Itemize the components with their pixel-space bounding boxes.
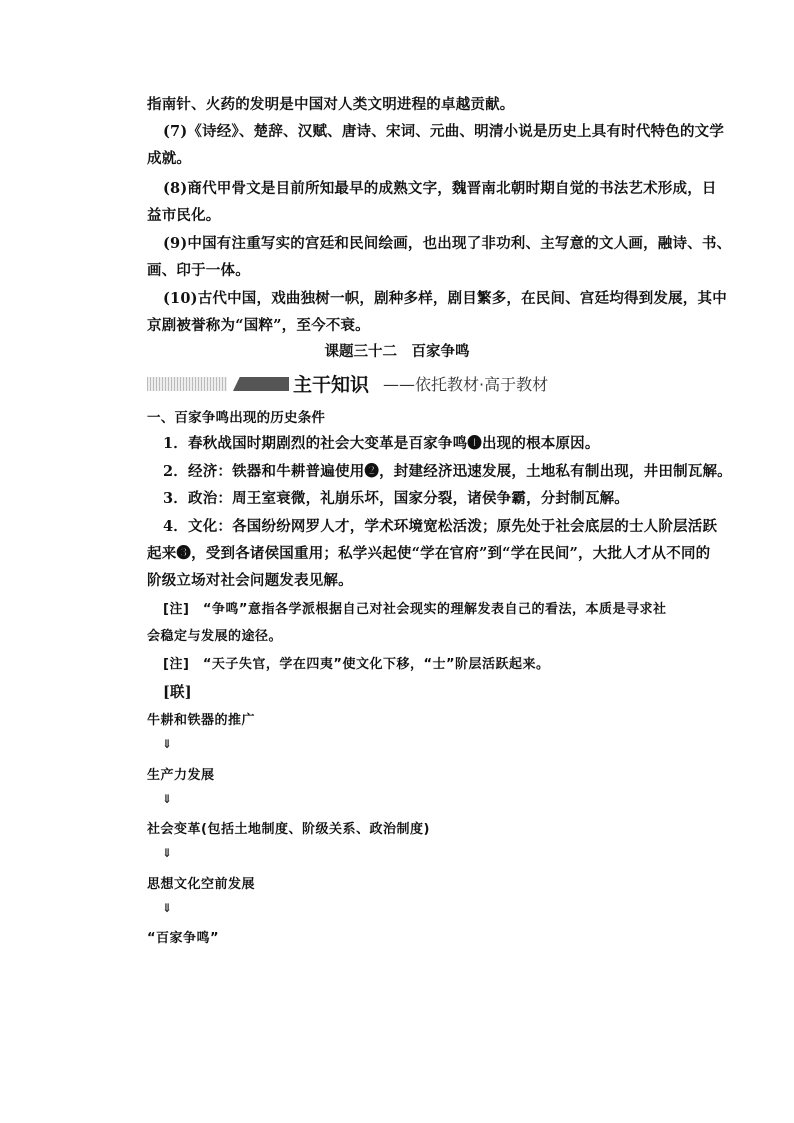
- paragraph-8-line-2: 益市民化。: [147, 207, 221, 224]
- down-arrow-icon: ⇓: [162, 737, 173, 751]
- note-2: [注] “天子失官，学在四夷”使文化下移，“士”阶层活跃起来。: [163, 657, 550, 672]
- flow-step-1: 牛耕和铁器的推广: [147, 713, 256, 728]
- item-4-line-1: 4．文化：各国纷纷网罗人才，学术环境宽松活泼；原先处于社会底层的士人阶层活跃: [163, 518, 718, 535]
- flow-step-4: 思想文化空前发展: [147, 877, 256, 892]
- flow-step-5: “百家争鸣”: [147, 931, 220, 946]
- paragraph-9-line-2: 画、印于一体。: [147, 262, 250, 279]
- item-3: 3．政治：周王室衰微，礼崩乐坏，国家分裂，诸侯争霸，分封制瓦解。: [163, 490, 629, 507]
- paragraph-9-line-1: (9)中国有注重写实的宫廷和民间绘画，也出现了非功利、主写意的文人画，融诗、书、: [163, 235, 732, 252]
- down-arrow-icon: ⇓: [162, 792, 173, 806]
- paragraph-10-line-2: 京剧被誉称为“国粹”，至今不衰。: [147, 317, 370, 334]
- flow-step-3: 社会变革(包括土地制度、阶级关系、政治制度): [147, 822, 430, 837]
- item-2: 2．经济：铁器和牛耕普遍使用❷，封建经济迅速发展，土地私有制出现，井田制瓦解。: [163, 463, 732, 480]
- item-4-line-3: 阶级立场对社会问题发表见解。: [147, 572, 353, 589]
- paragraph-10-line-1: (10)古代中国，戏曲独树一帜，剧种多样，剧目繁多，在民间、宫廷均得到发展，其中: [163, 290, 727, 307]
- down-arrow-icon: ⇓: [162, 901, 173, 915]
- item-4-line-2: 起来❸，受到各诸侯国重用；私学兴起使“学在官府”到“学在民间”，大批人才从不同的: [147, 545, 711, 562]
- section-heading: 一、百家争鸣出现的历史条件: [147, 410, 326, 426]
- paragraph-6-tail: 指南针、火药的发明是中国对人类文明进程的卓越贡献。: [147, 96, 515, 113]
- banner-stripe-decoration: [147, 377, 227, 391]
- banner-heading: 主干知识: [293, 374, 370, 396]
- note-1-line-2: 会稳定与发展的途径。: [147, 629, 283, 644]
- section-banner: [147, 370, 657, 398]
- paragraph-8-line-1: (8)商代甲骨文是目前所知最早的成熟文字，魏晋南北朝时期自觉的书法艺术形成，日: [163, 180, 717, 197]
- lesson-title: 课题三十二 百家争鸣: [324, 343, 470, 360]
- paragraph-7-line-2: 成就。: [147, 150, 192, 167]
- paragraph-7-line-1: (7)《诗经》、楚辞、汉赋、唐诗、宋词、元曲、明清小说是历史上具有时代特色的文学: [163, 123, 725, 140]
- note-1-line-1: [注] “争鸣”意指各学派根据自己对社会现实的理解发表自己的看法，本质是寻求社: [163, 602, 667, 617]
- banner-subheading: ——依托教材·高于教材: [383, 375, 549, 394]
- banner-dark-decoration: [233, 377, 289, 391]
- item-1: 1．春秋战国时期剧烈的社会大变革是百家争鸣❶出现的根本原因。: [163, 435, 600, 452]
- link-label: [联]: [163, 684, 192, 701]
- down-arrow-icon: ⇓: [162, 846, 173, 860]
- flow-step-2: 生产力发展: [147, 768, 215, 783]
